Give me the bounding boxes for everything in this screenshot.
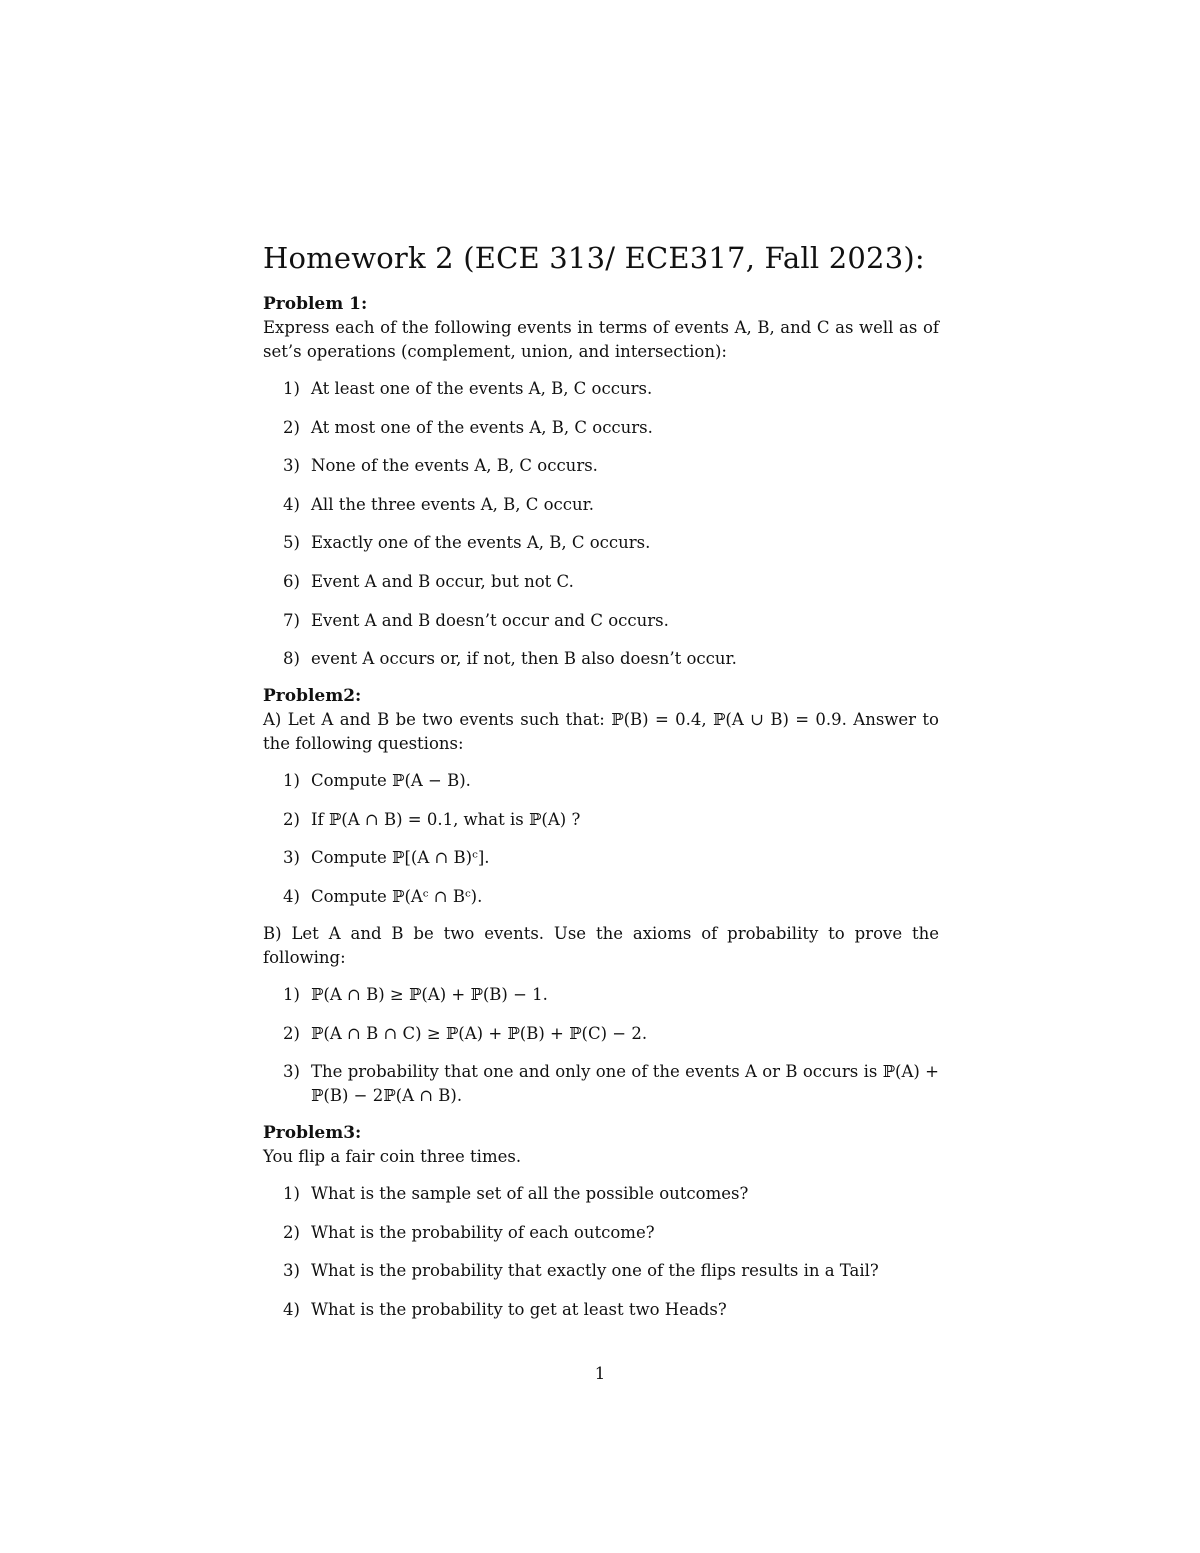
problem-3-intro: You flip a fair coin three times. xyxy=(263,1147,522,1167)
problem-2-heading: Problem2: xyxy=(263,686,362,707)
problem-1-intro: Express each of the following events in terms of events A, B, and C as well as of set’s operations (complement, union, and intersection): xyxy=(263,318,939,361)
problem-2-section xyxy=(263,684,939,1108)
problem-3-heading: Problem3: xyxy=(263,1123,362,1144)
item-number: 2) xyxy=(283,1023,300,1043)
problem-3-list xyxy=(263,1182,939,1322)
item-number: 2) xyxy=(283,809,300,829)
list-item xyxy=(263,1060,939,1108)
item-number: 3) xyxy=(283,1261,300,1281)
item-number: 4) xyxy=(283,886,300,906)
item-text: event A occurs or, if not, then B also doesn’t occur. xyxy=(311,649,737,669)
problem-2-part-a-list xyxy=(263,769,939,909)
list-item xyxy=(263,647,939,671)
item-text: What is the probability that exactly one of the flips results in a Tail? xyxy=(311,1261,879,1281)
item-text: At least one of the events A, B, C occurs. xyxy=(311,379,653,398)
item-text: The probability that one and only one of the events A or B occurs is ℙ(A) + ℙ(B) − 2ℙ(A ∩ B). xyxy=(311,1062,939,1106)
problem-3-section xyxy=(263,1121,939,1322)
problem-2-part-a-intro: A) Let A and B be two events such that: ℙ(B) = 0.4, ℙ(A ∪ B) = 0.9. Answer to the following questions: xyxy=(263,710,939,754)
list-item xyxy=(263,493,939,517)
item-text: Compute ℙ[(A ∩ B)ᶜ]. xyxy=(311,848,490,868)
item-text: What is the probability to get at least two Heads? xyxy=(311,1299,727,1319)
item-text: ℙ(A ∩ B ∩ C) ≥ ℙ(A) + ℙ(B) + ℙ(C) − 2. xyxy=(311,1023,648,1043)
problem-1-section xyxy=(263,292,939,671)
document-page xyxy=(263,238,939,1335)
list-item xyxy=(263,808,939,832)
item-text: What is the probability of each outcome? xyxy=(311,1222,655,1242)
item-number: 8) xyxy=(283,649,300,669)
item-number: 6) xyxy=(283,571,300,591)
list-item xyxy=(263,846,939,870)
list-item xyxy=(263,531,939,555)
page-number: 1 xyxy=(594,1364,606,1383)
problem-2-part-b-intro: B) Let A and B be two events. Use the axioms of probability to prove the following: xyxy=(263,923,939,967)
problem-1-list xyxy=(263,377,939,671)
list-item xyxy=(263,609,939,633)
item-number: 3) xyxy=(283,1062,300,1082)
item-number: 1) xyxy=(283,1184,300,1204)
list-item xyxy=(263,983,939,1007)
document-title: Homework 2 (ECE 313/ ECE317, Fall 2023): xyxy=(263,241,925,275)
list-item xyxy=(263,1221,939,1245)
problem-2-part-b-list xyxy=(263,983,939,1108)
list-item xyxy=(263,454,939,478)
item-text: ℙ(A ∩ B) ≥ ℙ(A) + ℙ(B) − 1. xyxy=(311,984,548,1004)
item-number: 2) xyxy=(283,1222,300,1242)
item-number: 2) xyxy=(283,417,300,437)
item-text: What is the sample set of all the possible outcomes? xyxy=(311,1184,749,1204)
item-number: 1) xyxy=(283,984,300,1004)
item-number: 7) xyxy=(283,610,300,630)
list-item xyxy=(263,416,939,440)
item-number: 3) xyxy=(283,848,300,868)
item-text: None of the events A, B, C occurs. xyxy=(311,456,598,476)
list-item xyxy=(263,570,939,594)
item-number: 4) xyxy=(283,494,300,514)
item-number: 4) xyxy=(283,1299,300,1319)
item-text: At most one of the events A, B, C occurs. xyxy=(311,417,653,437)
list-item xyxy=(263,885,939,909)
item-number: 3) xyxy=(283,456,300,476)
item-text: Event A and B doesn’t occur and C occurs. xyxy=(311,610,669,630)
list-item xyxy=(263,1298,939,1322)
item-text: Compute ℙ(Aᶜ ∩ Bᶜ). xyxy=(311,886,483,906)
list-item xyxy=(263,1022,939,1046)
list-item xyxy=(263,1182,939,1206)
item-text: Compute ℙ(A − B). xyxy=(311,771,471,791)
list-item xyxy=(263,1259,939,1283)
item-text: Event A and B occur, but not C. xyxy=(311,571,574,591)
item-number: 1) xyxy=(283,379,300,398)
list-item xyxy=(263,769,939,793)
item-text: All the three events A, B, C occur. xyxy=(311,494,594,514)
item-number: 5) xyxy=(283,533,300,553)
item-text: If ℙ(A ∩ B) = 0.1, what is ℙ(A) ? xyxy=(311,809,581,829)
item-text: Exactly one of the events A, B, C occurs. xyxy=(311,533,651,553)
item-number: 1) xyxy=(283,771,300,791)
list-item xyxy=(263,377,939,401)
problem-1-heading: Problem 1: xyxy=(263,294,368,314)
